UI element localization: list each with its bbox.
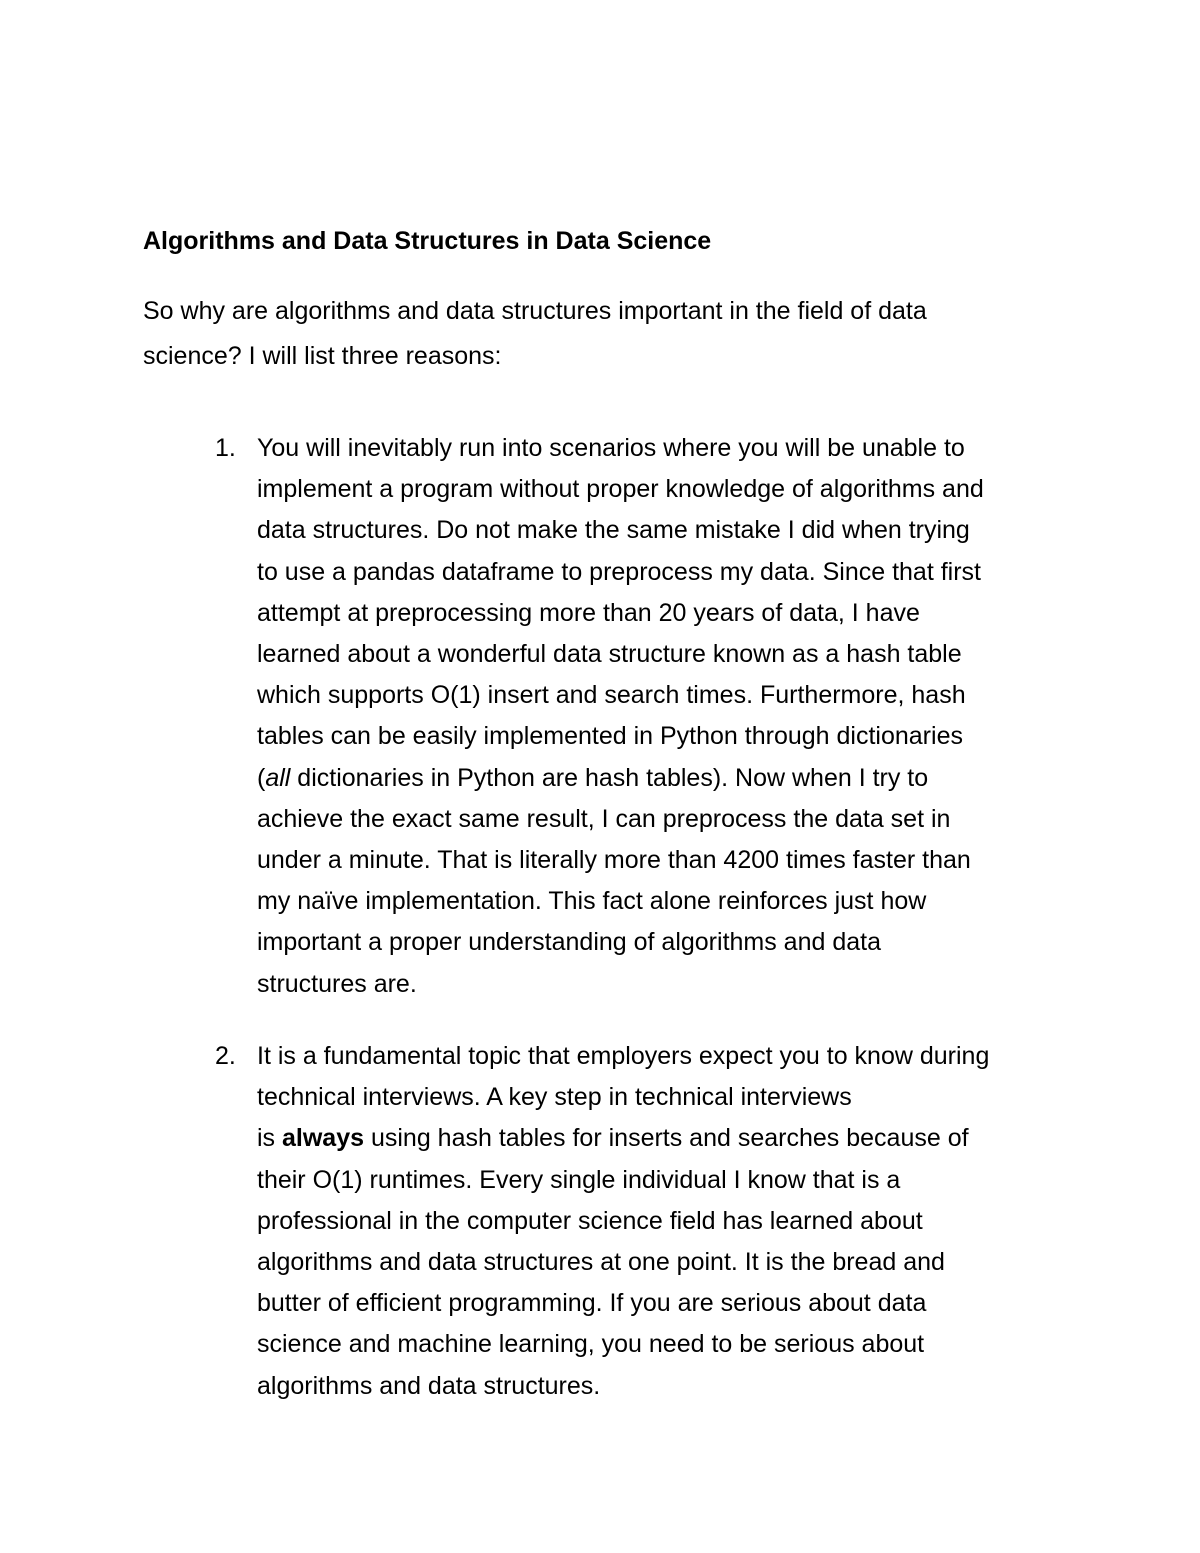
text-segment: dictionaries in Python are hash tables). Now when I try to: [290, 763, 929, 792]
list-item-line: It is a fundamental topic that employers expect you to know during: [257, 1042, 990, 1070]
list-item-line: professional in the computer science field has learned about: [257, 1206, 923, 1235]
list-item-line: achieve the exact same result, I can preprocess the data set in: [257, 804, 951, 833]
list-item-line: science and machine learning, you need to be serious about: [257, 1330, 925, 1359]
bold-emphasis: always: [282, 1124, 365, 1153]
list-item-line: under a minute. That is literally more than 4200 times faster than: [257, 846, 971, 875]
list-item-text: [257, 1036, 1067, 1407]
list-marker: 1.: [215, 434, 236, 462]
list-item-line: [257, 758, 1057, 799]
list-marker: 2.: [215, 1042, 236, 1070]
list-item-line: my naïve implementation. This fact alone reinforces just how: [257, 887, 927, 916]
list-item-line: You will inevitably run into scenarios where you will be unable to: [257, 434, 965, 462]
italic-emphasis: all: [265, 763, 291, 792]
text-segment: (: [257, 763, 266, 792]
list-item-line: data structures. Do not make the same mistake I did when trying: [257, 516, 970, 545]
list-item-line: algorithms and data structures.: [257, 1371, 601, 1400]
list-item-line: attempt at preprocessing more than 20 years of data, I have: [257, 598, 920, 627]
list-item-text: [257, 428, 1057, 1005]
list-item-line: their O(1) runtimes. Every single individual I know that is a: [257, 1165, 901, 1194]
text-segment: is: [257, 1124, 282, 1153]
list-item-line: technical interviews. A key step in technical interviews: [257, 1083, 852, 1112]
list-item-line: important a proper understanding of algorithms and data: [257, 928, 881, 957]
intro-line: science? I will list three reasons:: [143, 342, 502, 370]
document-title: Algorithms and Data Structures in Data Science: [143, 227, 712, 255]
list-item-line: structures are.: [257, 969, 417, 998]
list-item-line: which supports O(1) insert and search times. Furthermore, hash: [257, 681, 966, 710]
intro-paragraph: [143, 289, 1043, 379]
list-item-line: [257, 1118, 1067, 1159]
list-item-line: learned about a wonderful data structure known as a hash table: [257, 640, 962, 669]
list-item-line: tables can be easily implemented in Python through dictionaries: [257, 722, 963, 751]
text-segment: using hash tables for inserts and searches because of: [364, 1124, 969, 1153]
list-item-line: to use a pandas dataframe to preprocess my data. Since that first: [257, 557, 981, 586]
list-item-line: algorithms and data structures at one point. It is the bread and: [257, 1248, 945, 1277]
list-item-line: implement a program without proper knowledge of algorithms and: [257, 475, 984, 504]
intro-line: So why are algorithms and data structures important in the field of data: [143, 297, 927, 325]
list-item-line: butter of efficient programming. If you are serious about data: [257, 1289, 927, 1318]
